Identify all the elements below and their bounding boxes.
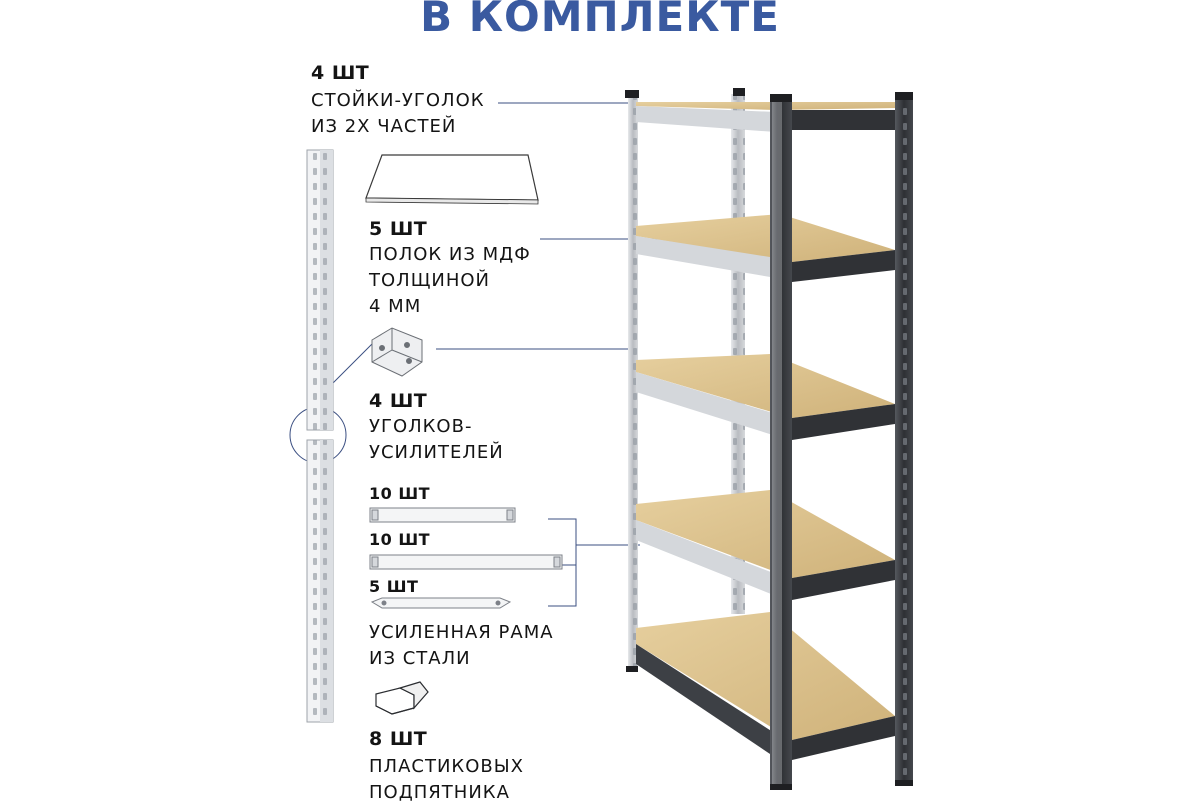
corner-bracket-image (372, 328, 422, 376)
posts-description (311, 88, 485, 140)
frame-description-line: УСИЛЕННАЯ РАМА (369, 622, 554, 643)
frame-part-long-2 (370, 555, 562, 569)
posts-description-line: ИЗ 2Х ЧАСТЕЙ (311, 116, 457, 137)
brackets-description-line: УСИЛИТЕЛЕЙ (369, 442, 504, 463)
feet-description-line: ПОДПЯТНИКА (369, 782, 510, 803)
posts-description-line: СТОЙКИ-УГОЛОК (311, 90, 485, 111)
brackets-description-line: УГОЛКОВ- (369, 416, 473, 437)
shelves-description-line: ТОЛЩИНОЙ (369, 270, 491, 291)
frame-part-quantity: 10 ШТ (369, 530, 431, 549)
shelves-description-line: ПОЛОК ИЗ МДФ (369, 244, 531, 265)
shelf-5 (636, 612, 895, 760)
posts-quantity: 4 ШТ (311, 62, 370, 84)
shelves-description (369, 242, 531, 320)
brackets-quantity: 4 ШТ (369, 390, 428, 412)
upright-post-image (307, 150, 333, 722)
frame-description (369, 620, 554, 672)
feet-description-line: ПЛАСТИКОВЫХ (369, 756, 524, 777)
mdf-board-image (366, 155, 538, 204)
shelves-description-line: 4 ММ (369, 296, 422, 317)
frame-part-quantity: 5 ШТ (369, 577, 419, 596)
feet-quantity: 8 ШТ (369, 728, 428, 750)
shelves-quantity: 5 ШТ (369, 218, 428, 240)
shelf-2 (636, 214, 895, 282)
frame-part-short (372, 598, 510, 608)
shelf-3 (636, 354, 895, 440)
frame-part-long-1 (370, 508, 515, 522)
page-title: В КОМПЛЕКТЕ (420, 0, 780, 41)
frame-part-quantity: 10 ШТ (369, 484, 431, 503)
frame-description-line: ИЗ СТАЛИ (369, 648, 471, 669)
shelf-1 (636, 102, 895, 132)
plastic-foot-image (376, 682, 428, 714)
shelf-4 (636, 490, 895, 600)
shelving-unit-image (625, 88, 913, 790)
feet-description (369, 754, 524, 806)
brackets-description (369, 414, 504, 466)
